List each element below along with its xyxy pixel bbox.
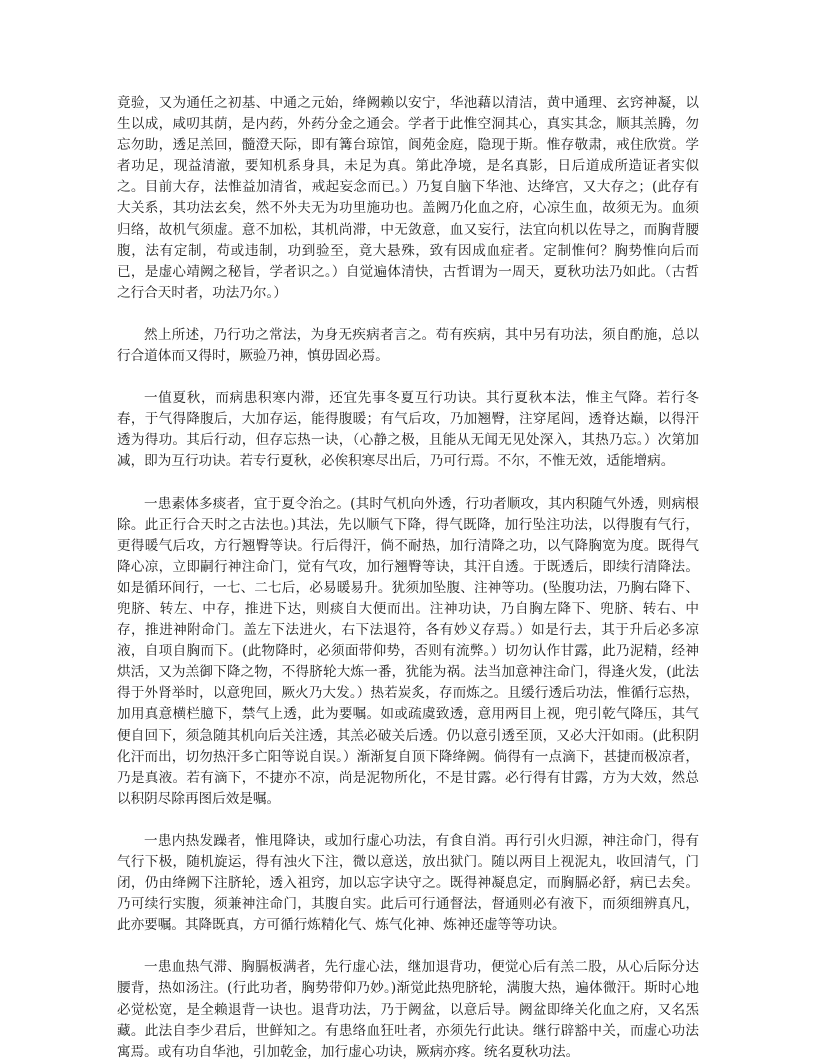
paragraph-4: 一患素体多痰者，宜于夏令治之。(其时气机向外透，行功者顺攻，其内积随气外透，则病根除。此正行合天时之古法也。)其法，先以顺气下降，得气既降，加行坠注功法，以得腹有气行，更得暖气后攻，方行翘臀等诀。行后得汗，倘不耐热，加行清降之功，以气降胸宽为度。既得气降心凉，立即嗣行神注命门，觉有气攻，加行翘臀等诀，其汗自透。于既透后，即续行清降法。如是循环间行，一七、二七后，必易暖易升。犹须加坠腹、注神等功。(坠腹功法，乃胸右降下、兜脐、转左、中存，推进下达，则痰自大便而出。注神功诀，乃自胸左降下、兜脐、转右、中存，推进神附命门。盖左下法进火，右下法退符，各有妙义存焉。）如是行去，其于升后必多凉液，自项自胸而下。(此物降时，必须面带仰势，否则有流弊。）切勿认作甘露，此乃泥精，经神烘活，又为羔御下降之物，不得脐轮大炼一番，犹能为祸。法当加意神注命门，得逢火发，(此法得于外肾举时，以意兜回，厥火乃大发。）热若炭炙，存而炼之。且缓行透后功法，惟循行忘热，加用真意横栏臆下，禁气上透，此为要嘱。如或疏虞致透，意用两目上视，兜引乾气降压，其气便自回下，须急随其机向后关注透，其羔必破关后透。仍以意引透至顶，又必大汗如雨。(此积阴化汗而出，切勿热汗多亡阳等说自误。）渐渐复自顶下降绛阙。倘得有一点滴下，甚捷而极凉者，乃是真液。若有滴下，不捷亦不凉，尚是泥物所化，不是甘露。必行得有甘露，方为大效，然总以积阴尽除再图后效是嘱。 [117,495,699,807]
paragraph-5: 一患内热发躁者，惟甩降诀，或加行虚心功法，有食自消。再行引火归源，神注命门，得有气行下极，随机旋运，得有浊火下注，微以意送，放出狱门。随以两目上视泥丸，收回清气，门闭，仍由绛阙下注脐轮，透入祖窍，加以忘字诀守之。既得神凝息定，而胸膈必舒，病已去矣。乃可续行实腹，须兼神注命门，其腹自实。此后可行通督法，督通则必有液下，而须细辨真凡，此亦要嘱。其降既真，方可循行炼精化气、炼气化神、炼神还虚等等功诀。 [117,832,699,934]
paragraph-6: 一患血热气滞、胸膈板满者，先行虚心法，继加退背功，便觉心后有羔二股，从心后际分达腰背，热如汤注。(行此功者，胸势带仰乃妙。)渐觉此热兜脐轮，满腹大热，遍体微汗。斯时心地必觉松宽，是全赖退背一诀也。退背功法，乃于阙盆，以意后导。阙盆即绛关化血之府，又名炁藏。此法自李少君后，世鲜知之。有患络血狂吐者，亦须先行此诀。继行辟豁中关，而虚心功法寓焉。或有功自华池，引加乾金，加行虚心功诀，厥病亦疼。统名夏秋功法。 [117,959,699,1060]
paragraph-3: 一值夏秋，而病患积寒内滞，还宜先事冬夏互行功诀。其行夏秋本法，惟主气降。若行冬春，于气得降腹后，大加存运，能得腹暖；有气后攻，乃加翘臀，注穿尾闾，透脊达巅，以得汗透为得功。其后行动，但存忘热一诀，（心静之极，且能从无闻无见处深入，其热乃忘。）次第加减，即为互行功诀。若专行夏秋，必俟积寒尽出后，乃可行焉。不尔，不惟无效，适能增病。 [117,390,699,470]
paragraph-2: 然上所述，乃行功之常法，为身无疾病者言之。苟有疾病，其中另有功法，须自酌施，总以行合道体而又得时，厥验乃神，慎毋固必焉。 [117,326,699,365]
paragraph-1: 竟验，又为通任之初基、中通之元始，绛阙赖以安宁，华池藉以清洁，黄中通理、玄窍神凝，以生以成，咸叨其荫，是内药，外药分金之通会。学者于此惟空洞其心，真实其念，顺其羔腾，勿忘勿助，透足羔回，髓澄天际，即有篝台琼馆，阆苑金庭，隐现于斯。惟存敬肃，戒住欣赏。学者功足，现益清澈，要知机系身具，未足为真。第此净境，是名真影，日后道成所造证者实似之。目前大存，法惟益加清省，戒起妄念而已。）乃复自脑下华池、达绛宫，又大存之；(此存有大关系，其功法玄矣，然不外夫无为功里施功也。盖阙乃化血之府，心凉生血，故须无为。血须归络，故机气须虚。意不加松，其机尚滞，中无敛意，血又妄行，法宜向机以佐导之，而胸背腰腹，法有定制，苟或违制，功到验至，竟大悬殊，致有因成血症者。定制惟何？胸势惟向后而已，是虚心靖阙之秘旨，学者识之。）自觉遍体清快，古哲谓为一周天，夏秋功法乃如此。（古哲之行合天时者，功法乃尔。） [117,95,699,301]
document-page [117,93,699,1063]
